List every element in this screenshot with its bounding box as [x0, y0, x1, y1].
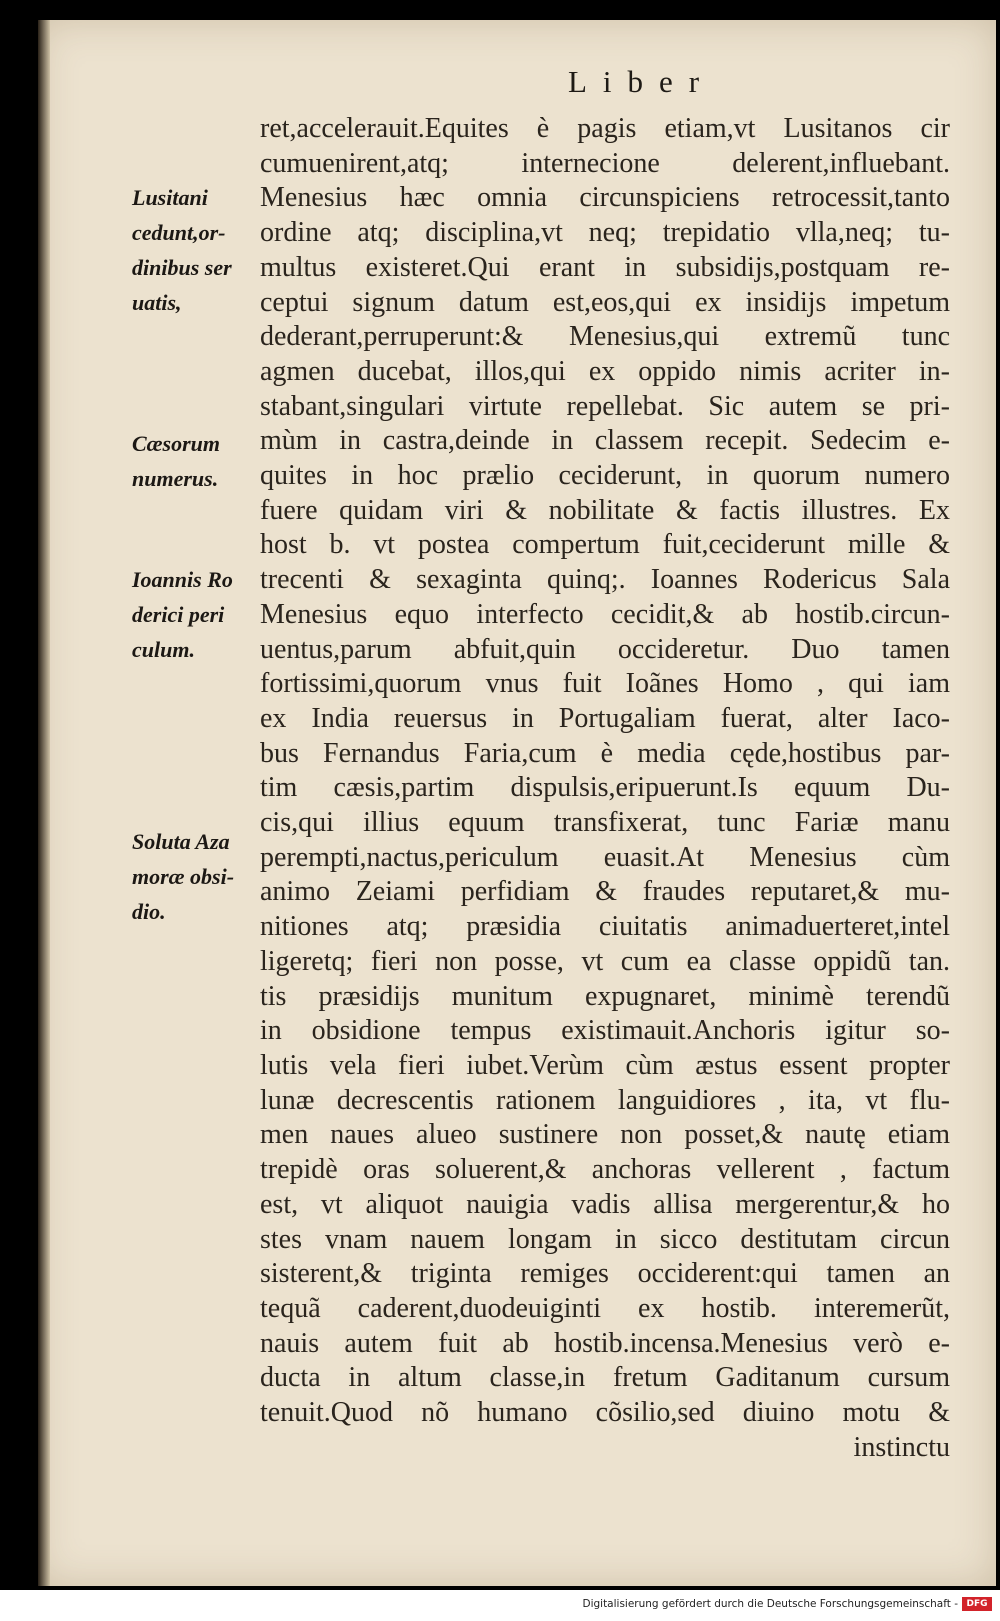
text-line: est, vt aliquot nauigia vadis allisa mergerentur,& ho — [260, 1188, 950, 1220]
text-line: perempti,nactus,periculum euasit.At Menesius cùm — [260, 841, 950, 873]
marginal-note — [132, 562, 233, 667]
marginal-note-line: Cæsorum — [132, 431, 221, 456]
text-line: tim cæsis,partim dispulsis,eripuerunt.Is equum Du- — [260, 772, 950, 804]
text-line: ret,accelerauit.Equites è pagis etiam,vt Lusitanos cir — [260, 113, 950, 144]
page-gutter-edge — [38, 20, 50, 1586]
marginal-note-line: Lusitani — [132, 185, 208, 210]
text-line: trecenti & sexaginta quinq;. Ioannes Rodericus Sala — [260, 564, 950, 596]
text-line: fortissimi,quorum vnus fuit Ioãnes Homo , qui iam — [260, 668, 950, 700]
text-line: trepidè oras soluerent,& anchoras vellerent , factum — [260, 1154, 950, 1186]
text-line: lutis vela fieri iubet.Verùm cùm æstus essent propter — [260, 1049, 950, 1081]
marginal-note-line: numerus. — [132, 466, 219, 491]
marginal-note-line: uatis, — [132, 290, 182, 315]
marginal-note — [132, 426, 220, 496]
text-line: ceptui signum datum est,eos,qui ex insidijs impetum — [260, 286, 950, 318]
text-line: dederant,perruperunt:& Menesius,qui extremũ tunc — [260, 321, 950, 353]
marginal-note-line: cedunt,or- — [132, 220, 226, 245]
text-line: nitiones atq; præsidia ciuitatis animaduerteret,intel — [260, 911, 950, 943]
catchword: instinctu — [853, 1431, 950, 1463]
text-line: Menesius hæc omnia circunspiciens retrocessit,tanto — [260, 182, 950, 214]
text-line: men naues alueo sustinere non posset,& nautę etiam — [260, 1119, 950, 1151]
dfg-logo-icon: DFG — [962, 1597, 992, 1611]
text-line: sisterent,& triginta remiges occiderent:qui tamen an — [260, 1258, 950, 1290]
marginal-note-line: Ioannis Ro — [132, 567, 233, 592]
digitization-footer — [0, 1590, 1000, 1621]
text-line: ligeretq; fieri non posse, vt cum ea classe oppidũ tan. — [260, 945, 950, 977]
text-line: cumuenirent,atq; internecione delerent,influebant. — [260, 147, 950, 179]
text-line: tequã caderent,duodeuiginti ex hostib. interemerũt, — [260, 1292, 950, 1324]
text-line: stes vnam nauem longam in sicco destitutam circun — [260, 1223, 950, 1255]
marginal-note — [132, 180, 232, 320]
text-line: ducta in altum classe,in fretum Gaditanum cursum — [260, 1362, 950, 1394]
text-line: uentus,parum abfuit,quin occideretur. Duo tamen — [260, 633, 950, 665]
text-line: animo Zeiami perfidiam & fraudes reputaret,& mu- — [260, 876, 950, 908]
marginal-note-line: moræ obsi- — [132, 864, 235, 889]
text-line: multus existeret.Qui erant in subsidijs,postquam re- — [260, 251, 950, 283]
running-head: Liber — [568, 64, 716, 99]
text-line: tenuit.Quod nõ humano cõsilio,sed diuino motu & — [260, 1397, 950, 1429]
text-line: host b. vt postea compertum fuit,ceciderunt mille & — [260, 529, 950, 561]
footer-credit: Digitalisierung gefördert durch die Deutsche Forschungsgemeinschaft - — [582, 1598, 958, 1610]
text-line: fuere quidam viri & nobilitate & factis illustres. Ex — [260, 494, 950, 526]
marginal-note — [132, 824, 234, 929]
text-line: stabant,singulari virtute repellebat. Sic autem se pri- — [260, 390, 950, 422]
text-line: mùm in castra,deinde in classem recepit. Sedecim e- — [260, 425, 950, 457]
text-line: tis præsidijs munitum expugnaret, minimè terendũ — [260, 980, 950, 1012]
text-line: ordine atq; disciplina,vt neq; trepidatio vlla,neq; tu- — [260, 217, 950, 249]
marginal-note-line: Soluta Aza — [132, 829, 230, 854]
marginal-note-line: culum. — [132, 637, 195, 662]
text-line: nauis autem fuit ab hostib.incensa.Menesius verò e- — [260, 1327, 950, 1359]
text-line: in obsidione tempus existimauit.Anchoris igitur so- — [260, 1015, 950, 1047]
text-line: agmen ducebat, illos,qui ex oppido nimis acriter in- — [260, 355, 950, 387]
text-line: lunæ decrescentis rationem languidiores , ita, vt flu- — [260, 1084, 950, 1116]
text-line: ex India reuersus in Portugaliam fuerat, alter Iaco- — [260, 702, 950, 734]
book-page — [38, 20, 996, 1586]
marginal-note-line: dio. — [132, 899, 166, 924]
text-line: Menesius equo interfecto cecidit,& ab hostib.circun- — [260, 598, 950, 630]
text-line: quites in hoc prælio ceciderunt, in quorum numero — [260, 460, 950, 492]
text-line: cis,qui illius equum transfixerat, tunc Fariæ manu — [260, 807, 950, 839]
text-line: bus Fernandus Faria,cum è media cęde,hostibus par- — [260, 737, 950, 769]
marginal-note-line: dinibus ser — [132, 255, 232, 280]
main-text-block — [260, 112, 950, 1465]
marginal-note-line: derici peri — [132, 602, 225, 627]
